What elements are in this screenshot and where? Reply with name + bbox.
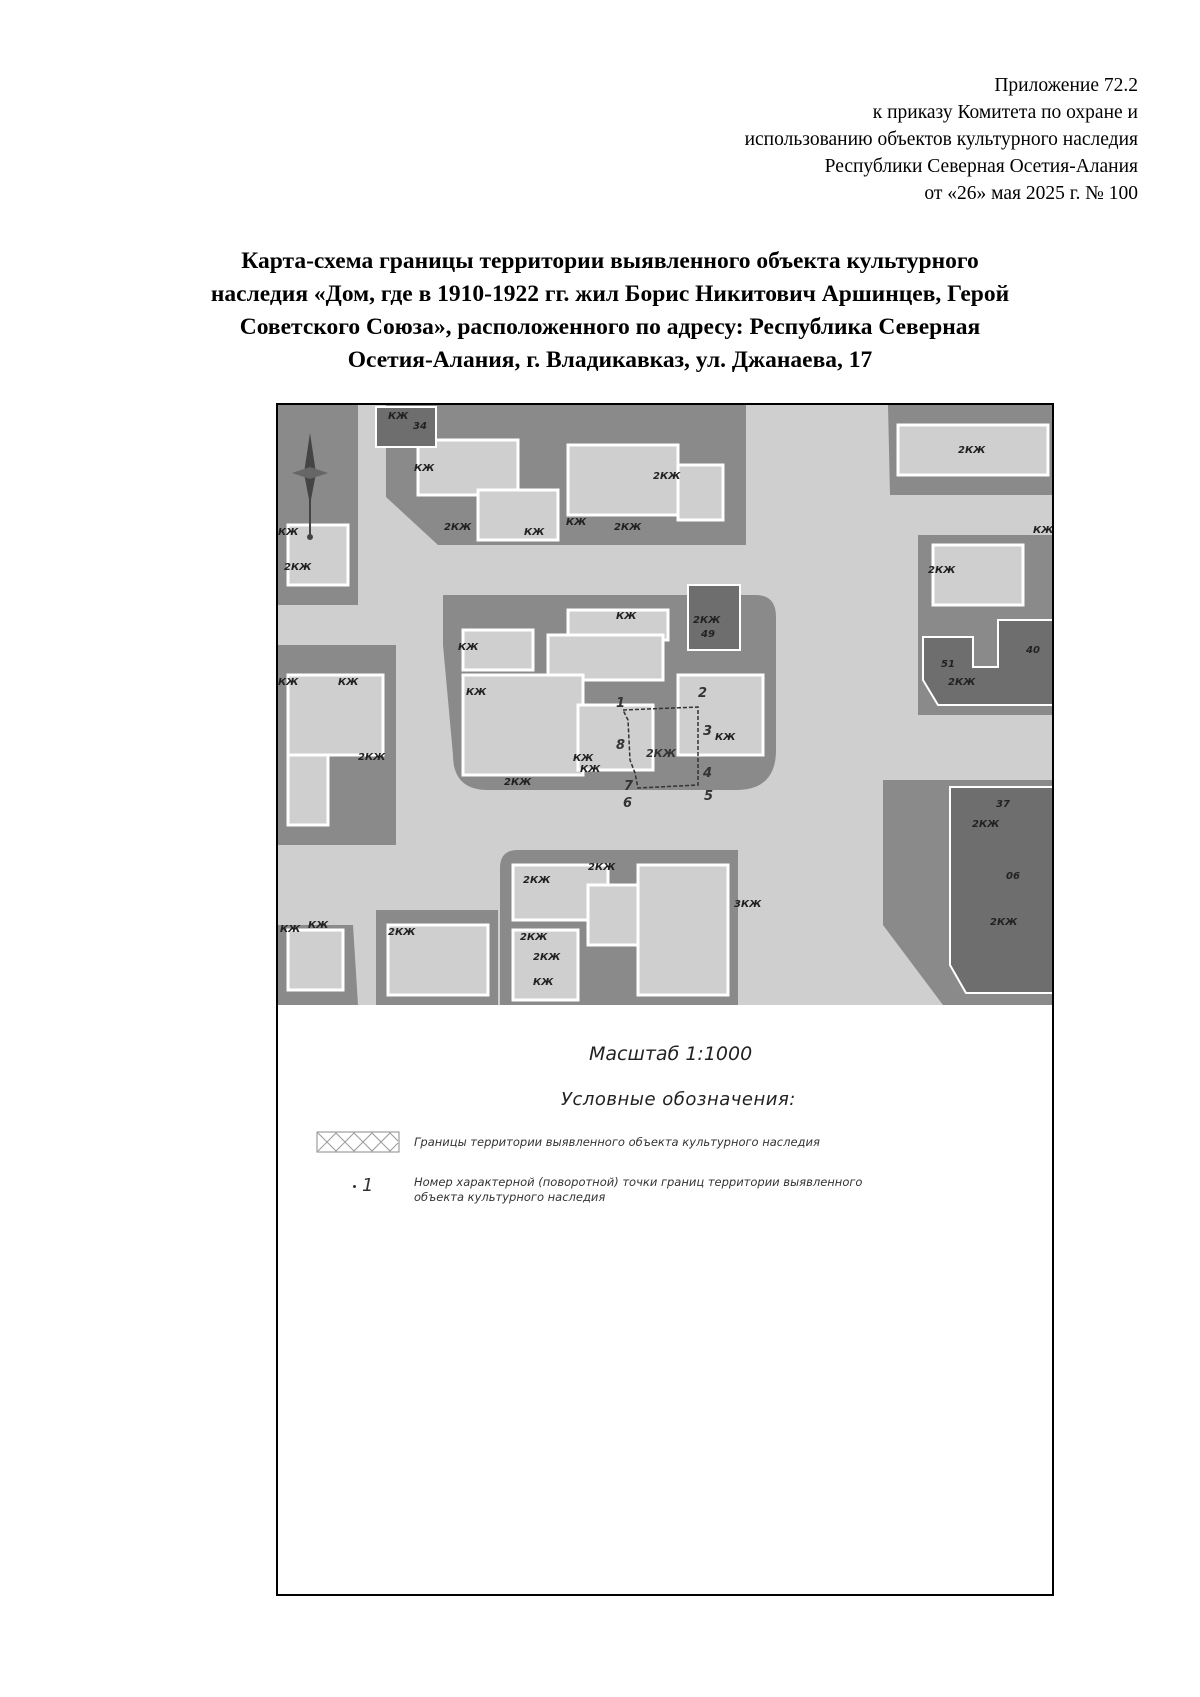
map-label: КЖ	[715, 732, 736, 743]
map-label: 2КЖ	[958, 445, 986, 456]
legend-boundary-text: Границы территории выявленного объекта культурного наследия	[414, 1135, 820, 1149]
object-label: 2КЖ	[646, 747, 677, 760]
point-7: 7	[624, 779, 634, 794]
map-label: 2КЖ	[588, 862, 616, 873]
dark-building	[950, 787, 1053, 993]
point-3: 3	[703, 724, 713, 739]
map-label: КЖ	[573, 753, 594, 764]
map-label: КЖ	[280, 924, 301, 935]
legend-heading: Условные обозначения:	[561, 1089, 796, 1110]
map-label: 2КЖ	[520, 932, 548, 943]
site-map	[278, 405, 1054, 1005]
building	[288, 930, 343, 990]
map-label: 2КЖ	[284, 562, 312, 573]
map-label: 2КЖ	[444, 522, 472, 533]
map-label: 2КЖ	[504, 777, 532, 788]
map-label: 2КЖ	[928, 565, 956, 576]
header-line: от «26» мая 2025 г. № 100	[924, 183, 1138, 204]
building	[288, 675, 383, 755]
point-5: 5	[704, 789, 714, 804]
map-label: КЖ	[308, 920, 329, 931]
building	[638, 865, 728, 995]
map-label: 2КЖ	[990, 917, 1018, 928]
legend-point-number: 1	[362, 1175, 374, 1196]
map-scale: Масштаб 1:1000	[589, 1043, 753, 1065]
header-line: к приказу Комитета по охране и	[872, 102, 1138, 123]
point-4: 4	[703, 766, 713, 781]
map-label: 2КЖ	[693, 615, 721, 626]
map-label: КЖ	[566, 517, 587, 528]
point-dot-icon	[353, 1185, 356, 1188]
map-label: КЖ	[524, 527, 545, 538]
map-label: КЖ	[414, 463, 435, 474]
header-line: Республики Северная Осетия-Алания	[824, 156, 1138, 177]
map-label: 49	[701, 629, 715, 640]
document-title	[140, 245, 1080, 377]
title-line: Карта-схема границы территории выявленного объекта культурного	[241, 248, 979, 274]
title-line: Советского Союза», расположенного по адресу: Республика Северная	[239, 314, 981, 340]
point-2: 2	[698, 686, 708, 701]
title-line: Осетия-Алания, г. Владикавказ, ул. Джанаева, 17	[347, 347, 873, 373]
title-line: наследия «Дом, где в 1910-1922 гг. жил Борис Никитович Аршинцев, Герой	[210, 281, 1010, 307]
building	[478, 490, 558, 540]
legend-point-text: Номер характерной (поворотной) точки границ территории выявленного объекта культурного наследия	[414, 1175, 863, 1204]
map-label: 06	[1006, 871, 1020, 882]
map-label: 34	[413, 421, 427, 432]
map-label: КЖ	[533, 977, 554, 988]
map-label: 2КЖ	[523, 875, 551, 886]
map-label: КЖ	[338, 677, 359, 688]
boundary-legend-icon	[316, 1131, 400, 1153]
map-label: КЖ	[616, 611, 637, 622]
header-line: использованию объектов культурного наследия	[744, 129, 1138, 150]
point-1: 1	[616, 696, 626, 711]
map-label: КЖ	[466, 687, 487, 698]
header-line: Приложение 72.2	[994, 75, 1138, 96]
map-label: 2КЖ	[533, 952, 561, 963]
map-label: 37	[996, 799, 1010, 810]
map-label: 2КЖ	[614, 522, 642, 533]
map-frame	[276, 403, 1054, 1596]
map-label: 2КЖ	[972, 819, 1000, 830]
map-label: 2КЖ	[948, 677, 976, 688]
map-label: КЖ	[458, 642, 479, 653]
appendix-header	[438, 72, 1138, 207]
building	[678, 675, 763, 755]
map-label: 2КЖ	[358, 752, 386, 763]
building	[548, 635, 663, 680]
map-label: КЖ	[278, 677, 299, 688]
legend-point-symbol	[353, 1175, 373, 1196]
map-label: 40	[1026, 645, 1040, 656]
map-label: 51	[941, 659, 955, 670]
building	[678, 465, 723, 520]
map-label: 3КЖ	[734, 899, 762, 910]
map-label: 2КЖ	[653, 471, 681, 482]
map-label: 2КЖ	[388, 927, 416, 938]
map-label: КЖ	[388, 411, 409, 422]
point-8: 8	[616, 738, 626, 753]
point-6: 6	[623, 796, 633, 811]
map-label: КЖ	[580, 764, 601, 775]
map-label: КЖ	[1033, 525, 1054, 536]
map-label: КЖ	[278, 527, 299, 538]
building	[288, 755, 328, 825]
